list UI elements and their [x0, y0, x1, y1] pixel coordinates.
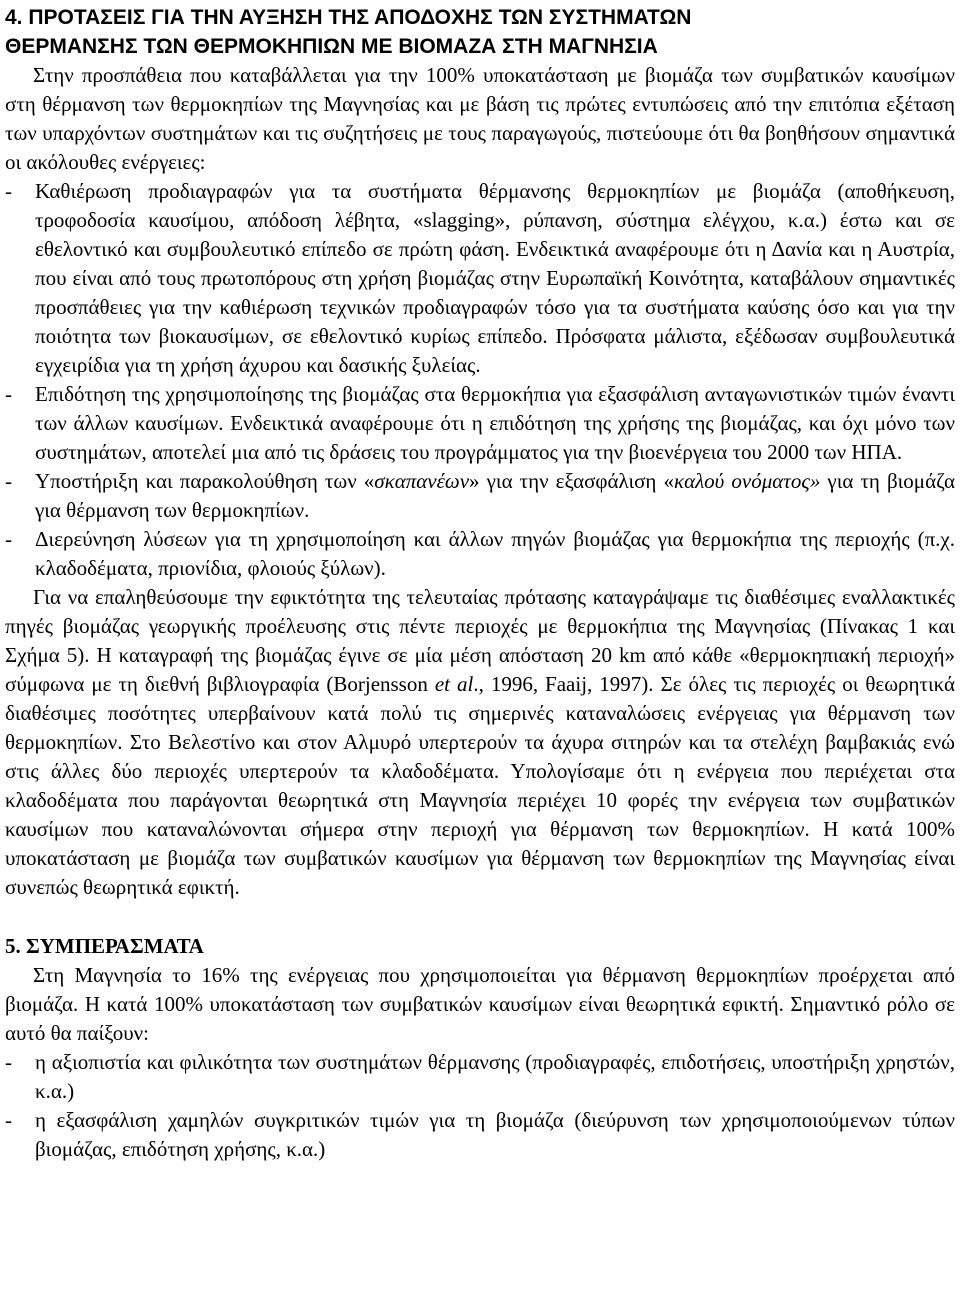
proposal-item-text: Καθιέρωση προδιαγραφών για τα συστήματα θέρμανσης θερμοκηπίων με βιομάζα (αποθήκευση, τροφοδοσία καυσίμου, απόδοση λέβητα, «slagging», ρύπανση, σύστημα ελέγχου, κ.α.) έστω και σε εθελοντικό και συμβουλευτικό επίπεδο σε πρώτη φάση. Ενδεικτικά αναφέρουμε ότι η Δανία και η Αυστρία, που είναι από τους πρωτοπόρους στη χρήση βιομάζας στην Ευρωπαϊκή Κοινότητα, καταβάλουν σημαντικές προσπάθειες για την καθιέρωση τεχνικών προδιαγραφών τόσο για τα συστήματα καύσης όσο και για την ποιότητα των βιοκαυσίμων, σε εθελοντικό κυρίως επίπεδο. Πρόσφατα μάλιστα, εξέδωσαν συμβουλευτικά εγχειρίδια για τη χρήση άχυρου και δασικής ξυλείας. — [35, 179, 955, 377]
proposal-item-specifications — [5, 177, 955, 380]
section-spacer — [5, 902, 955, 932]
bullet-marker: - — [5, 382, 12, 406]
conclusion-item-reliability — [5, 1048, 955, 1106]
citation-italic: et al — [434, 672, 474, 696]
bullet-marker: - — [5, 527, 12, 551]
proposal-item-text — [35, 467, 955, 525]
section-4-heading-line-1: 4. ΠΡΟΤΑΣΕΙΣ ΓΙΑ ΤΗΝ ΑΥΞΗΣΗ ΤΗΣ ΑΠΟΔΟΧΗΣ ΤΩΝ ΣΥΣΤΗΜΑΤΩΝ — [5, 6, 692, 29]
proposal-item-alternative-sources — [5, 525, 955, 583]
paragraph-text-part: Για να επαληθεύσουμε την εφικτότητα της τελευταίας πρότασης καταγράψαμε τις διαθέσιμες εναλλακτικές πηγές βιομάζας γεωργικής προέλευσης στις πέντε περιοχές με θερμοκήπια της Μαγνησίας (Πίνακας 1 και Σχήμα 5). Η καταγραφή της βιομάζας έγινε σε μία μέση απόσταση 20 km από κάθε «θερμοκηπιακή περιοχή» σύμφωνα με τη διεθνή βιβλιογραφία (Borjensson — [5, 585, 955, 696]
section-4-heading — [5, 0, 955, 61]
section-5-heading: 5. ΣΥΜΠΕΡΑΣΜΑΤΑ — [5, 934, 204, 958]
proposal-item-text: Διερεύνηση λύσεων για τη χρησιμοποίηση και άλλων πηγών βιομάζας για θερμοκήπια της περιοχής (π.χ. κλαδοδέματα, πριονίδια, φλοιούς ξύλων). — [35, 527, 955, 580]
section-4-intro-paragraph: Στην προσπάθεια που καταβάλλεται για την 100% υποκατάσταση με βιομάζα των συμβατικών καυσίμων στη θέρμανση των θερμοκηπίων της Μαγνησίας και με βάση τις πρώτες εντυπώσεις από την επιτόπια εξέταση των υπαρχόντων συστημάτων και τις συζητήσεις με τους παραγωγούς, πιστεύουμε ότι θα βοηθήσουν σημαντικά οι ακόλουθες ενέργειες: — [5, 63, 955, 174]
bullet-marker: - — [5, 1050, 12, 1074]
bullet-marker: - — [5, 179, 12, 203]
proposal-text-part: για τη βιομάζα για θέρμανση των θερμοκηπίων. — [35, 469, 956, 522]
proposal-item-text: Επιδότηση της χρησιμοποίησης της βιομάζας στα θερμοκήπια για εξασφάλιση ανταγωνιστικών τιμών έναντι των άλλων καυσίμων. Ενδεικτικά αναφέρουμε ότι η επιδότηση της χρήσης της βιομάζας, και όχι μόνο των συστημάτων, αποτελεί μια από τις δράσεις του προγράμματος για την βιοενέργεια του 2000 των ΗΠΑ. — [35, 382, 955, 464]
proposal-item-support — [5, 467, 955, 525]
conclusion-item-text: η αξιοπιστία και φιλικότητα των συστημάτων θέρμανσης (προδιαγραφές, επιδοτήσεις, υποστήριξη χρηστών, κ.α.) — [35, 1050, 955, 1103]
bullet-marker: - — [5, 469, 12, 493]
bullet-marker: - — [5, 1108, 12, 1132]
conclusion-item-low-prices — [5, 1106, 955, 1164]
section-4-heading-line-2: ΘΕΡΜΑΝΣΗΣ ΤΩΝ ΘΕΡΜΟΚΗΠΙΩΝ ΜΕ ΒΙΟΜΑΖΑ ΣΤΗ ΜΑΓΝΗΣΙΑ — [5, 35, 658, 58]
feasibility-paragraph — [5, 583, 955, 902]
document-page — [5, 0, 955, 1164]
proposal-text-part: » για την εξασφάλιση « — [469, 469, 674, 493]
section-5-intro-paragraph: Στη Μαγνησία το 16% της ενέργειας που χρησιμοποιείται για θέρμανση θερμοκηπίων προέρχεται από βιομάζα. Η κατά 100% υποκατάσταση των συμβατικών καυσίμων είναι θεωρητικά εφικτή. Σημαντικό ρόλο σε αυτό θα παίξουν: — [5, 963, 955, 1045]
proposal-item-subsidy — [5, 380, 955, 467]
paragraph-text-part: ., 1996, Faaij, 1997). Σε όλες τις περιοχές οι θεωρητικά διαθέσιμες ποσότητες υπερβαίνουν κατά πολύ τις σημερινές καταναλώσεις ενέργειας για θέρμανση των θερμοκηπίων. Στο Βελεστίνο και στον Αλμυρό υπερτερούν τα άχυρα σιτηρών και τα στελέχη βαμβακιάς ενώ στις άλλες δύο περιοχές υπερτερούν τα κλαδοδέματα. Υπολογίσαμε ότι η ενέργεια που περιέχεται στα κλαδοδέματα που παράγονται θεωρητικά στη Μαγνησία περιέχει 10 φορές την ενέργεια των συμβατικών καυσίμων που καταναλώνονται σήμερα στην περιοχή για θέρμανση των θερμοκηπίων. Η κατά 100% υποκατάσταση με βιομάζα των συμβατικών καυσίμων για θέρμανση των θερμοκηπίων της Μαγνησίας είναι συνεπώς θεωρητικά εφικτή. — [5, 672, 955, 899]
proposal-text-part: Υποστήριξη και παρακολούθηση των « — [35, 469, 375, 493]
proposal-text-italic: σκαπανέων — [374, 469, 470, 493]
proposal-text-italic: καλού ονόματος» — [673, 469, 821, 493]
conclusion-item-text: η εξασφάλιση χαμηλών συγκριτικών τιμών για τη βιομάζα (διεύρυνση των χρησιμοποιούμενων τύπων βιομάζας, επιδότηση χρήσης, κ.α.) — [35, 1108, 955, 1161]
